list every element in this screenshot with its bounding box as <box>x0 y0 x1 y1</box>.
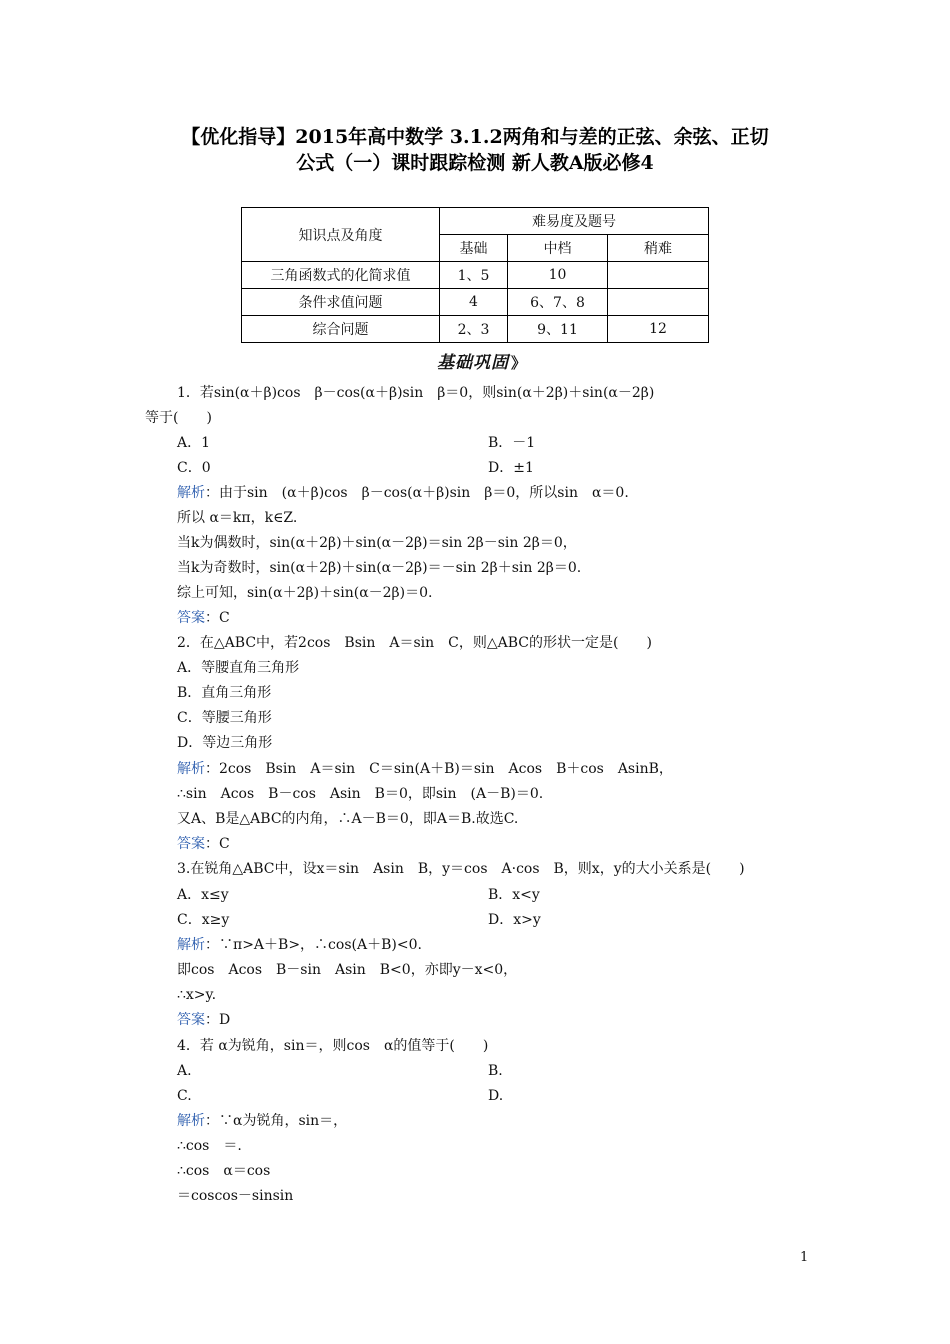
q3-solution-line-2: 即cos Acos B－sin Asin B<0，亦即y－x<0， <box>177 962 518 978</box>
solution-text: ：由于sin (α＋β)cos β－cos(α＋β)sin β＝0，所以sin α＝0. <box>205 485 629 501</box>
row-topic: 三角函数式的化简求值 <box>242 262 440 289</box>
answer-label: 答案 <box>177 836 205 852</box>
q4-solution-line-2: ∴cos ＝. <box>177 1138 242 1154</box>
q4-option-a: A. <box>177 1063 192 1079</box>
q2-solution-line-3: 又A、B是△ABC的内角，∴A－B＝0，即A＝B.故选C. <box>177 811 519 827</box>
page-number: 1 <box>800 1250 809 1265</box>
double-chevron-icon: 》 <box>511 354 528 372</box>
row-hard <box>608 262 709 289</box>
solution-label: 解析 <box>177 1113 205 1129</box>
row-basic: 4 <box>440 289 508 316</box>
q2-answer <box>177 834 230 854</box>
knowledge-point-table <box>241 207 709 343</box>
section-badge <box>437 348 527 373</box>
row-topic: 条件求值问题 <box>242 289 440 316</box>
q3-option-a: A．x≤y <box>177 887 229 903</box>
q3-solution-line-3: ∴x>y. <box>177 987 217 1003</box>
q3-option-c: C．x≥y <box>177 912 230 928</box>
q4-solution-line-3: ∴cos α＝cos <box>177 1163 271 1179</box>
solution-label: 解析 <box>177 761 205 777</box>
document-title <box>90 124 860 176</box>
solution-text: ：2cos Bsin A＝sin C＝sin(A＋B)＝sin Acos B＋cos AsinB， <box>205 761 673 777</box>
row-medium: 10 <box>508 262 608 289</box>
row-medium: 6、7、8 <box>508 289 608 316</box>
answer-text: ：C <box>205 610 230 626</box>
q3-stem: 3.在锐角△ABC中，设x＝sin Asin B，y＝cos A·cos B，则x，y的大小关系是( ) <box>177 861 745 877</box>
header-difficulty: 难易度及题号 <box>440 208 709 235</box>
q1-answer <box>177 608 230 628</box>
q1-stem-line-2: 等于( ) <box>145 410 212 426</box>
q1-solution-line-2: 所以 α＝kπ，k∈Z. <box>177 510 298 526</box>
q1-solution-line-1 <box>177 483 629 503</box>
q4-option-c: C. <box>177 1088 192 1104</box>
solution-text: ：∵α为锐角，sin＝， <box>205 1113 348 1129</box>
q3-solution-line-1 <box>177 935 422 955</box>
row-medium: 9、11 <box>508 316 608 343</box>
q4-stem: 4．若 α为锐角，sin＝，则cos α的值等于( ) <box>177 1038 489 1054</box>
q2-stem: 2．在△ABC中，若2cos Bsin A＝sin C，则△ABC的形状一定是( ) <box>177 635 652 651</box>
answer-label: 答案 <box>177 610 205 626</box>
row-hard <box>608 289 709 316</box>
header-medium: 中档 <box>508 235 608 262</box>
q1-option-c: C．0 <box>177 460 211 476</box>
table-row <box>242 289 709 316</box>
header-basic: 基础 <box>440 235 508 262</box>
header-hard: 稍难 <box>608 235 709 262</box>
q1-solution-line-3: 当k为偶数时，sin(α＋2β)＋sin(α－2β)＝sin 2β－sin 2β＝0， <box>177 535 577 551</box>
q2-option-d: D．等边三角形 <box>177 735 273 751</box>
q4-option-b: B. <box>488 1063 503 1079</box>
answer-text: ：C <box>205 836 230 852</box>
table-row <box>242 262 709 289</box>
q4-solution-line-1 <box>177 1111 347 1131</box>
q3-answer <box>177 1010 230 1030</box>
q3-option-b: B．x<y <box>488 887 540 903</box>
q3-option-d: D．x>y <box>488 912 541 928</box>
q2-solution-line-2: ∴sin Acos B－cos Asin B＝0，即sin (A－B)＝0. <box>177 786 544 802</box>
q1-solution-line-4: 当k为奇数时，sin(α＋2β)＋sin(α－2β)＝－sin 2β＋sin 2β＝0. <box>177 560 582 576</box>
row-topic: 综合问题 <box>242 316 440 343</box>
q4-option-d: D. <box>488 1088 504 1104</box>
header-topic: 知识点及角度 <box>242 208 440 262</box>
q2-option-a: A．等腰直角三角形 <box>177 660 300 676</box>
q1-stem-line-1: 1．若sin(α＋β)cos β－cos(α＋β)sin β＝0，则sin(α＋2β)＋sin(α－2β) <box>177 385 655 401</box>
q1-solution-line-5: 综上可知，sin(α＋2β)＋sin(α－2β)＝0. <box>177 585 433 601</box>
q1-option-d: D．±1 <box>488 460 534 476</box>
solution-text: ：∵π>A＋B>，∴cos(A＋B)<0. <box>205 937 422 953</box>
answer-label: 答案 <box>177 1012 205 1028</box>
title-line-2: 公式（一）课时跟踪检测 新人教A版必修4 <box>296 152 654 174</box>
q4-solution-line-4: ＝coscos－sinsin <box>177 1188 294 1204</box>
section-label: 基础巩固 <box>437 353 509 373</box>
row-basic: 1、5 <box>440 262 508 289</box>
row-basic: 2、3 <box>440 316 508 343</box>
answer-text: ：D <box>205 1012 231 1028</box>
title-line-1: 【优化指导】2015年高中数学 3.1.2两角和与差的正弦、余弦、正切 <box>181 126 769 148</box>
q1-option-a: A．1 <box>177 435 211 451</box>
q2-option-c: C．等腰三角形 <box>177 710 272 726</box>
q2-option-b: B．直角三角形 <box>177 685 272 701</box>
solution-label: 解析 <box>177 937 205 953</box>
q1-option-b: B．－1 <box>488 435 536 451</box>
q2-solution-line-1 <box>177 759 673 779</box>
table-row <box>242 316 709 343</box>
row-hard: 12 <box>608 316 709 343</box>
solution-label: 解析 <box>177 485 205 501</box>
